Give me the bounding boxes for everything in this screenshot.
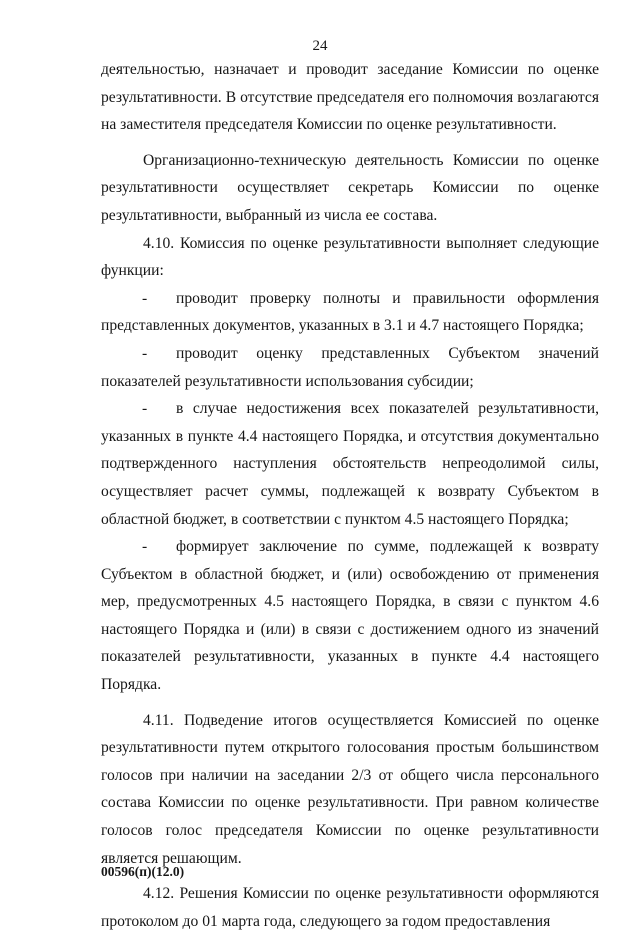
list-item <box>101 285 599 340</box>
bullet-dash: - <box>142 344 148 362</box>
list-item-text: в случае недостижения всех показателей результативности, указанных в пункте 4.4 настоящего Порядка, и отсутствия документально подтвержденного наступления обстоятельств непреодолимой силы, осуществляет расчет суммы, подлежащей к возврату Субъектом в областной бюджет, в соответствии с пунктом 4.5 настоящего Порядка; <box>101 400 599 528</box>
list-item-text: проводит оценку представленных Субъектом значений показателей результативности использования субсидии; <box>101 344 599 390</box>
list-item-text: формирует заключение по сумме, подлежащей к возврату Субъектом в областной бюджет, и (или) освобождению от применения мер, предусмотренных 4.5 настоящего Порядка, в связи с пунктом 4.6 настоящего Порядка и (или) в связи с достижением одного из значений показателей результативности, указанных в пункте 4.4 настоящего Порядка. <box>101 538 599 694</box>
bullet-dash: - <box>142 538 148 556</box>
list-item <box>101 533 599 699</box>
paragraph-continuation: деятельностью, назначает и проводит заседание Комиссии по оценке результативности. В отсутствие председателя его полномочия возлагаются на заместителя председателя Комиссии по оценке результативности. <box>101 61 599 134</box>
list-item <box>101 340 599 395</box>
bullet-dash: - <box>142 400 148 418</box>
page-number: 24 <box>312 38 328 54</box>
paragraph-4-12: 4.12. Решения Комиссии по оценке результативности оформляются протоколом до 01 марта года, следующего за годом предоставления <box>101 885 599 930</box>
paragraph-secretary: Организационно-техническую деятельность Комиссии по оценке результативности осуществляет секретарь Комиссии по оценке результативности, выбранный из числа ее состава. <box>101 151 599 224</box>
document-body <box>101 56 599 935</box>
paragraph-4-11: 4.11. Подведение итогов осуществляется Комиссией по оценке результативности путем открытого голосования простым большинством голосов при наличии на заседании 2/3 от общего числа персонального состава Комиссии по оценке результативности. При равном количестве голосов голос председателя Комиссии по оценке результативности является решающим. <box>101 711 599 867</box>
paragraph-4-10: 4.10. Комиссия по оценке результативности выполняет следующие функции: <box>101 234 599 280</box>
list-item <box>101 395 599 533</box>
list-item-text: проводит проверку полноты и правильности оформления представленных документов, указанных в 3.1 и 4.7 настоящего Порядка; <box>101 289 599 335</box>
footer-document-code: 00596(п)(12.0) <box>101 864 185 879</box>
bullet-dash: - <box>142 289 148 307</box>
